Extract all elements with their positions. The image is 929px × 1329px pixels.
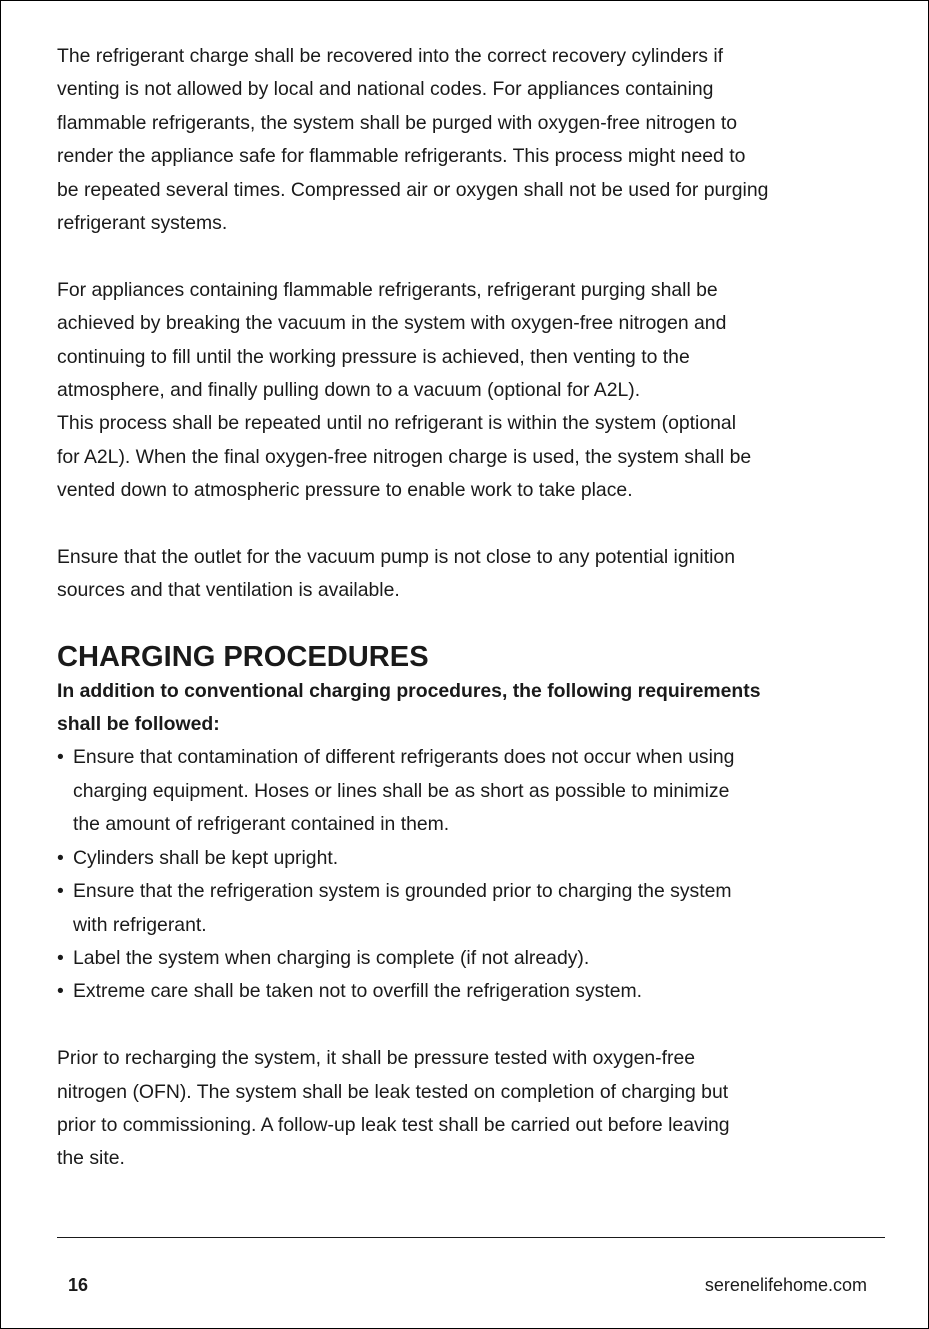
paragraph-pressure-testing: Prior to recharging the system, it shall be pressure tested with oxygen-free nitrogen (OFN). The system shall be leak tested on completion of charging but prior to commissioning. A follow-up leak test shall be carried out before leaving the site. xyxy=(57,1047,730,1170)
footer-divider xyxy=(57,1237,885,1238)
list-item: • Label the system when charging is complete (if not already). xyxy=(57,942,887,975)
paragraph-vacuum-pump-outlet: Ensure that the outlet for the vacuum pump is not close to any potential ignition sources and that ventilation is available. xyxy=(57,546,736,602)
paragraph-refrigerant-purging: For appliances containing flammable refrigerants, refrigerant purging shall be achieved by breaking the vacuum in the system with oxygen-free nitrogen and continuing to fill until the working pressure is achieved, then venting to the atmosphere, and finally pulling down to a vacuum (optional for A2L). This process shall be repeated until no refrigerant is within the system (optional for A2L). When the final oxygen-free nitrogen charge is used, the system shall be vented down to atmospheric pressure to enable work to take place. xyxy=(57,278,752,502)
list-item: • Cylinders shall be kept upright. xyxy=(57,842,887,875)
page-content xyxy=(57,40,887,1176)
list-item: • Ensure that contamination of different refrigerants does not occur when using charging equipment. Hoses or lines shall be as short as possible to minimize the amount of refrigerant contained in them. xyxy=(57,741,887,841)
section-intro: In addition to conventional charging procedures, the following requirements shall be followed: xyxy=(57,679,761,736)
page-number: 16 xyxy=(68,1275,89,1295)
list-item: • Ensure that the refrigeration system is grounded prior to charging the system with refrigerant. xyxy=(57,875,887,942)
list-item: • Extreme care shall be taken not to overfill the refrigeration system. xyxy=(57,975,887,1008)
paragraph-spacer xyxy=(57,508,887,541)
paragraph-refrigerant-recovery: The refrigerant charge shall be recovered into the correct recovery cylinders if venting is not allowed by local and national codes. For appliances containing flammable refrigerants, the system shall be purged with oxygen-free nitrogen to render the appliance safe for flammable refrigerants. This process might need to be repeated several times. Compressed air or oxygen shall not be used for purging refrigerant systems. xyxy=(57,45,769,235)
section-heading: CHARGING PROCEDURES xyxy=(57,641,429,674)
website-url: serenelifehome.com xyxy=(704,1275,867,1295)
paragraph-spacer xyxy=(57,240,887,273)
paragraph-spacer xyxy=(57,1009,887,1042)
charging-requirements-list xyxy=(57,741,887,1008)
paragraph-spacer xyxy=(57,608,887,641)
